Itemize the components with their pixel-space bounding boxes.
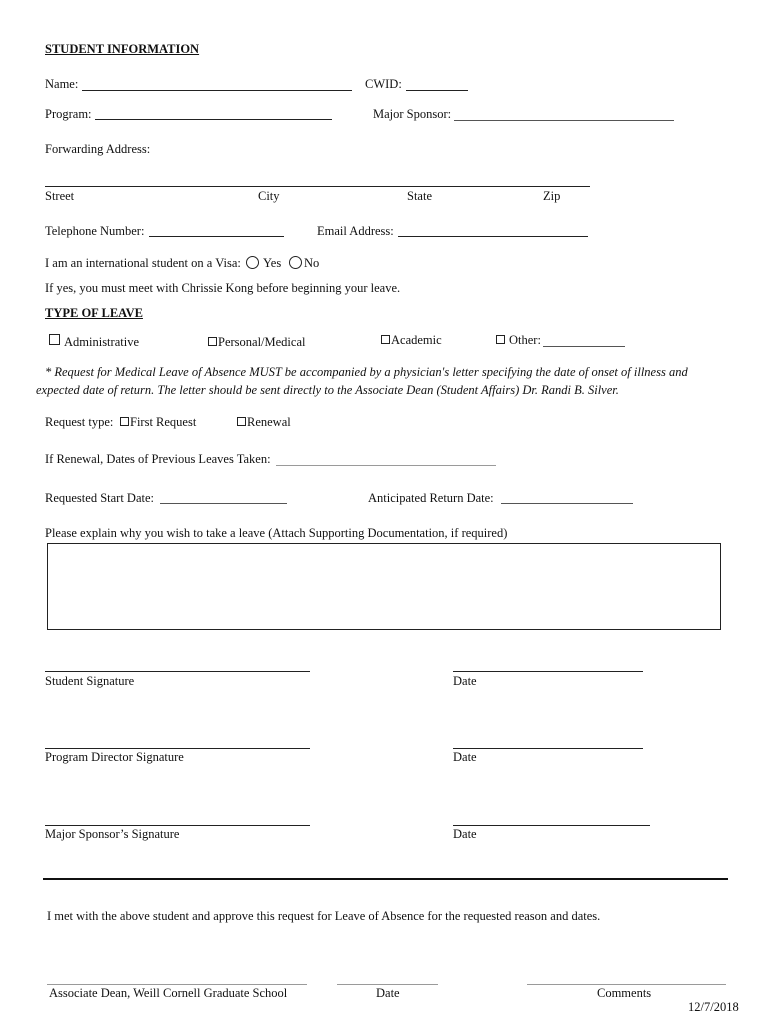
academic-label: Academic bbox=[391, 333, 442, 347]
program-director-signature-field[interactable] bbox=[45, 748, 310, 749]
name-label: Name: bbox=[45, 77, 79, 91]
visa-question: I am an international student on a Visa: bbox=[45, 256, 241, 270]
major-sponsor-field[interactable] bbox=[454, 120, 674, 121]
personal-medical-label: Personal/Medical bbox=[218, 335, 306, 349]
major-sponsor-label: Major Sponsor: bbox=[373, 107, 452, 121]
cwid-label: CWID: bbox=[365, 77, 402, 91]
program-field[interactable] bbox=[95, 119, 332, 120]
forwarding-address-label: Forwarding Address: bbox=[45, 142, 151, 156]
program-director-date-label: Date bbox=[453, 750, 477, 764]
explain-label: Please explain why you wish to take a leave (Attach Supporting Documentation, if required) bbox=[45, 526, 508, 540]
other-label: Other: bbox=[509, 333, 541, 347]
start-date-field[interactable] bbox=[160, 503, 287, 504]
dean-date-field[interactable] bbox=[337, 984, 438, 985]
visa-no-label: No bbox=[304, 256, 320, 270]
section-divider bbox=[43, 878, 728, 880]
dean-date-label: Date bbox=[376, 986, 400, 1000]
comments-field[interactable] bbox=[527, 984, 726, 985]
dean-signature-field[interactable] bbox=[47, 984, 307, 985]
cwid-field[interactable] bbox=[406, 90, 468, 91]
visa-note: If yes, you must meet with Chrissie Kong before beginning your leave. bbox=[45, 281, 401, 295]
email-label: Email Address: bbox=[317, 224, 394, 238]
renewal-dates-field[interactable] bbox=[276, 465, 496, 466]
name-field[interactable] bbox=[82, 90, 352, 91]
major-sponsor-signature-label: Major Sponsor’s Signature bbox=[45, 827, 180, 841]
footer-date: 12/7/2018 bbox=[688, 1000, 739, 1014]
medical-note-line2: expected date of return. The letter should be sent directly to the Associate Dean (Student Affairs) Dr. Randi B. Silver. bbox=[36, 383, 619, 397]
return-date-label: Anticipated Return Date: bbox=[368, 491, 494, 505]
other-checkbox[interactable] bbox=[496, 335, 505, 344]
program-label: Program: bbox=[45, 107, 92, 121]
other-field[interactable] bbox=[543, 346, 625, 347]
telephone-field[interactable] bbox=[149, 236, 284, 237]
student-date-field[interactable] bbox=[453, 671, 643, 672]
personal-medical-checkbox[interactable] bbox=[208, 337, 217, 346]
first-request-checkbox[interactable] bbox=[120, 417, 129, 426]
visa-yes-radio[interactable] bbox=[246, 256, 259, 269]
program-director-signature-label: Program Director Signature bbox=[45, 750, 184, 764]
major-sponsor-signature-field[interactable] bbox=[45, 825, 310, 826]
comments-label: Comments bbox=[597, 986, 652, 1000]
forwarding-address-field[interactable] bbox=[45, 186, 590, 187]
major-sponsor-date-field[interactable] bbox=[453, 825, 650, 826]
request-type-label: Request type: bbox=[45, 415, 114, 429]
medical-note-line1: * Request for Medical Leave of Absence MUST be accompanied by a physician's letter specifying the date of onset of illness and bbox=[45, 365, 688, 379]
visa-yes-label: Yes bbox=[263, 256, 282, 270]
city-label: City bbox=[258, 189, 280, 203]
student-date-label: Date bbox=[453, 674, 477, 688]
administrative-checkbox[interactable] bbox=[49, 334, 60, 345]
visa-no-radio[interactable] bbox=[289, 256, 302, 269]
state-label: State bbox=[407, 189, 432, 203]
student-signature-label: Student Signature bbox=[45, 674, 135, 688]
start-date-label: Requested Start Date: bbox=[45, 491, 154, 505]
academic-checkbox[interactable] bbox=[381, 335, 390, 344]
program-director-date-field[interactable] bbox=[453, 748, 643, 749]
first-request-label: First Request bbox=[130, 415, 197, 429]
student-information-heading: STUDENT INFORMATION bbox=[45, 42, 200, 56]
renewal-dates-label: If Renewal, Dates of Previous Leaves Taken: bbox=[45, 452, 271, 466]
zip-label: Zip bbox=[543, 189, 561, 203]
renewal-label: Renewal bbox=[247, 415, 291, 429]
email-field[interactable] bbox=[398, 236, 588, 237]
return-date-field[interactable] bbox=[501, 503, 633, 504]
major-sponsor-date-label: Date bbox=[453, 827, 477, 841]
dean-label: Associate Dean, Weill Cornell Graduate School bbox=[49, 986, 288, 1000]
approval-statement: I met with the above student and approve this request for Leave of Absence for the requested reason and dates. bbox=[47, 909, 601, 923]
explanation-textarea[interactable] bbox=[47, 543, 721, 630]
administrative-label: Administrative bbox=[64, 335, 139, 349]
renewal-checkbox[interactable] bbox=[237, 417, 246, 426]
street-label: Street bbox=[45, 189, 75, 203]
student-signature-field[interactable] bbox=[45, 671, 310, 672]
type-of-leave-heading: TYPE OF LEAVE bbox=[45, 306, 143, 320]
telephone-label: Telephone Number: bbox=[45, 224, 145, 238]
